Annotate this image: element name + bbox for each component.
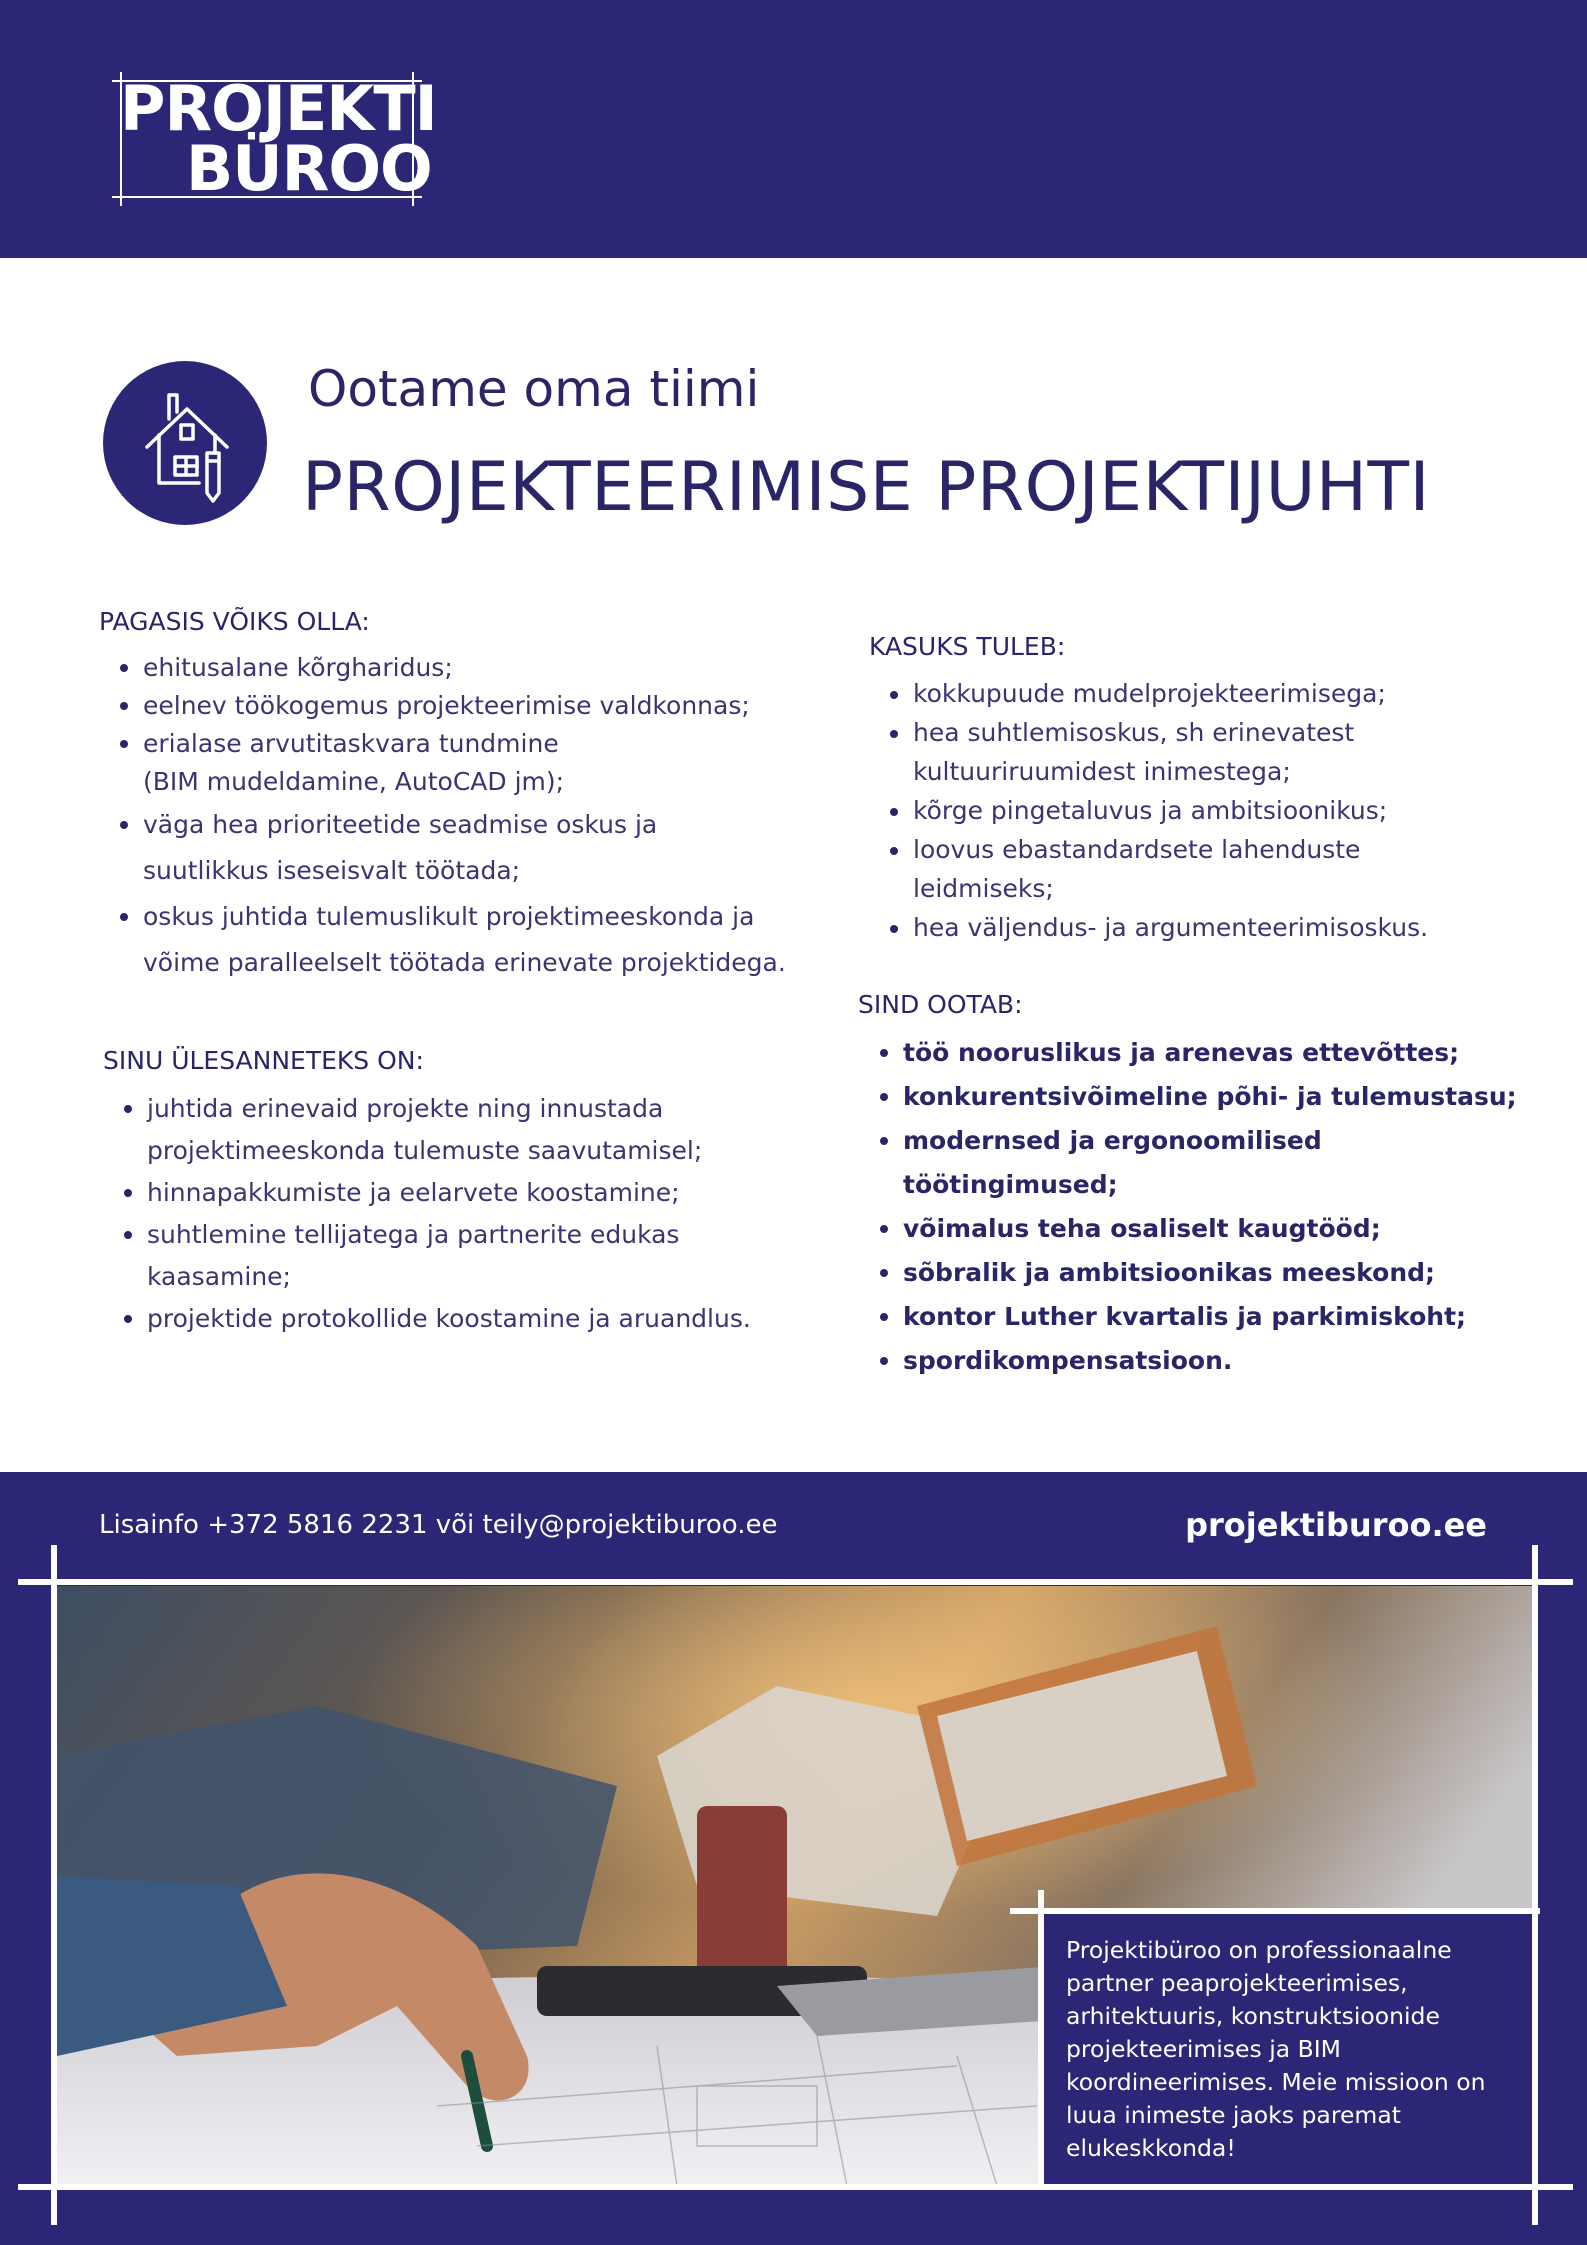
frame-line-top [18, 1579, 1573, 1585]
logo-text-line2: BÜROO [186, 132, 432, 205]
logo-text-line1: PROJEKTI [120, 72, 437, 145]
list-item: kokkupuude mudelprojekteerimisega; [870, 674, 1510, 713]
advantages-heading: KASUKS TULEB: [869, 632, 1066, 661]
list-item: juhtida erinevaid projekte ning innustada projektimeeskonda tulemuste saavutamisel; [104, 1088, 724, 1172]
requirements-list [100, 649, 800, 801]
about-box [1044, 1914, 1532, 2184]
list-item: eelnev töökogemus projekteerimise valdkonnas; [100, 687, 800, 725]
house-pencil-icon [103, 361, 267, 525]
frame-line-left [51, 1545, 57, 2225]
list-item: ehitusalane kõrgharidus; [100, 649, 800, 687]
list-item: sõbralik ja ambitsioonikas meeskond; [860, 1251, 1540, 1295]
list-item: kontor Luther kvartalis ja parkimiskoht; [860, 1295, 1540, 1339]
headline-subtitle: Ootame oma tiimi [308, 360, 760, 418]
list-item: suhtlemine tellijatega ja partnerite edukas kaasamine; [104, 1214, 724, 1298]
about-text: Projektibüroo on professionaalne partner peaprojekteerimises, arhitektuuris, konstruktsioonide projekteerimises ja BIM koordineerimises. Meie missioon on luua inimeste jaoks paremat elukeskkonda! [1066, 1936, 1486, 2162]
list-item: konkurentsivõimeline põhi- ja tulemustasu; [860, 1075, 1540, 1119]
list-item: oskus juhtida tulemuslikult projektimeeskonda ja võime paralleelselt töötada erinevate projektidega. [100, 894, 800, 986]
list-item: võimalus teha osaliselt kaugtööd; [860, 1207, 1540, 1251]
list-item: loovus ebastandardsete lahenduste leidmiseks; [870, 830, 1390, 908]
company-logo[interactable] [112, 72, 437, 206]
list-item: töö nooruslikus ja arenevas ettevõttes; [860, 1031, 1540, 1075]
contact-info[interactable]: Lisainfo +372 5816 2231 või teily@projektiburoo.ee [99, 1510, 778, 1540]
offer-list [860, 1031, 1540, 1383]
list-item: modernsed ja ergonoomilised töötingimused; [860, 1119, 1540, 1207]
list-item: projektide protokollide koostamine ja aruandlus. [104, 1298, 804, 1340]
list-item: kõrge pingetaluvus ja ambitsioonikus; [870, 791, 1510, 830]
list-item: erialase arvutitaskvara tundmine (BIM mudeldamine, AutoCAD jm); [100, 725, 620, 801]
list-item: hinnapakkumiste ja eelarvete koostamine; [104, 1172, 804, 1214]
list-item: väga hea prioriteetide seadmise oskus ja suutlikkus iseseisvalt töötada; [100, 802, 700, 894]
tasks-heading: SINU ÜLESANNETEKS ON: [103, 1046, 424, 1075]
requirements-list-cont [100, 802, 800, 986]
offer-heading: SIND OOTAB: [858, 990, 1023, 1019]
list-item: hea suhtlemisoskus, sh erinevatest kultuuriruumidest inimestega; [870, 713, 1390, 791]
job-title: PROJEKTEERIMISE PROJEKTIJUHTI [302, 448, 1431, 527]
website-link[interactable]: projektiburoo.ee [1185, 1506, 1487, 1544]
advantages-list [870, 674, 1510, 947]
frame-line-bottom [18, 2184, 1573, 2190]
list-item: hea väljendus- ja argumenteerimisoskus. [870, 908, 1510, 947]
tasks-list [104, 1088, 804, 1340]
list-item: spordikompensatsioon. [860, 1339, 1540, 1383]
frame-line-right [1532, 1545, 1538, 2225]
header-banner [0, 0, 1587, 258]
requirements-heading: PAGASIS VÕIKS OLLA: [99, 607, 370, 636]
